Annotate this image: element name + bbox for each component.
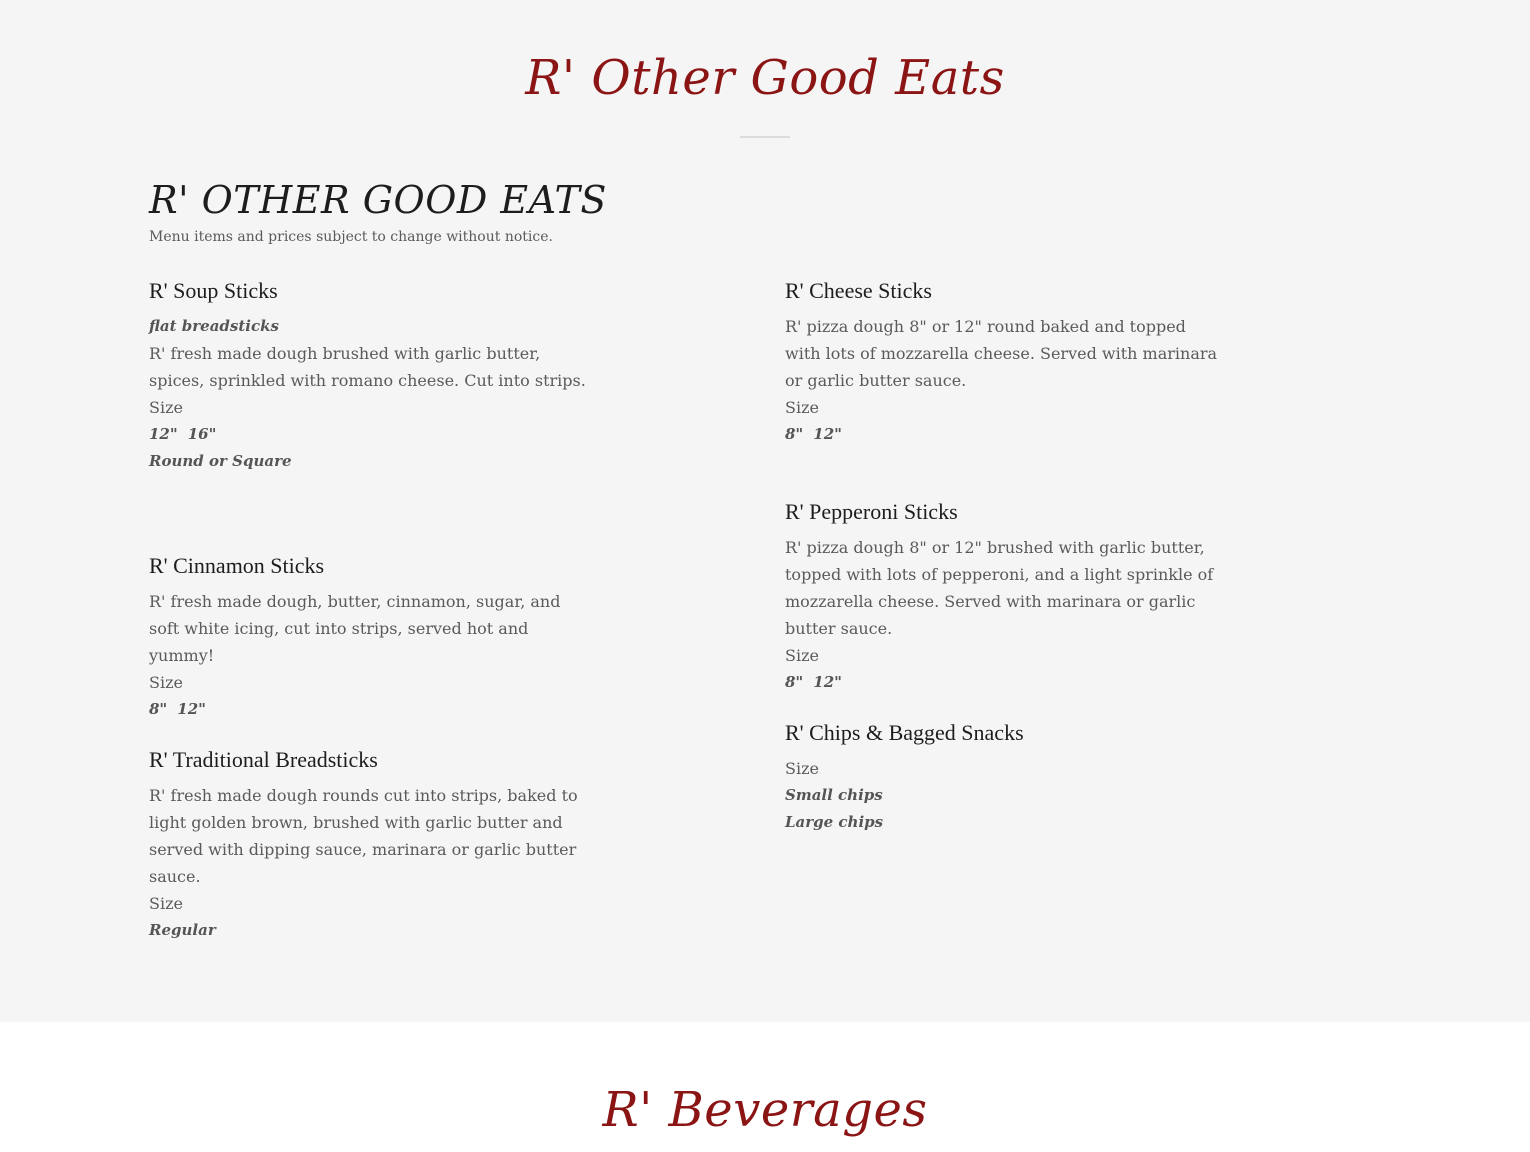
size-option: 8" bbox=[785, 425, 804, 443]
menu-item-cinnamon-sticks bbox=[149, 552, 589, 723]
size-option: 8" bbox=[149, 700, 168, 718]
menu-item-traditional-breadsticks bbox=[149, 746, 589, 944]
item-size-label: Size bbox=[785, 398, 819, 417]
size-option: 12" bbox=[813, 673, 842, 691]
menu-item-soup-sticks bbox=[149, 277, 589, 475]
item-description: R' pizza dough 8" or 12" brushed with garlic butter, topped with lots of pepperoni, and a light sprinkle of mozzarella cheese. Served with marinara or garlic butter sauce. bbox=[785, 538, 1214, 638]
item-description: R' fresh made dough rounds cut into strips, baked to light golden brown, brushed with garlic butter and served with dipping sauce, marinara or garlic butter sauce. bbox=[149, 786, 578, 886]
title-divider bbox=[740, 136, 790, 138]
item-subtitle: flat breadsticks bbox=[149, 317, 279, 335]
item-size-label: Size bbox=[149, 398, 183, 417]
item-size-label: Size bbox=[785, 759, 819, 778]
item-title: R' Chips & Bagged Snacks bbox=[785, 720, 1024, 745]
item-size-label: Size bbox=[149, 894, 183, 913]
item-title: R' Traditional Breadsticks bbox=[149, 747, 378, 772]
item-description: R' fresh made dough, butter, cinnamon, sugar, and soft white icing, cut into strips, served hot and yummy! bbox=[149, 592, 561, 665]
menu-heading: R' OTHER GOOD EATS bbox=[149, 178, 607, 222]
size-option-large: Large chips bbox=[785, 813, 884, 831]
size-option: Regular bbox=[149, 921, 216, 939]
item-sizes bbox=[785, 669, 1225, 696]
item-sizes bbox=[149, 421, 589, 448]
size-option: 12" bbox=[177, 700, 206, 718]
item-sizes bbox=[149, 696, 589, 723]
size-option: 16" bbox=[187, 425, 217, 443]
item-title: R' Soup Sticks bbox=[149, 278, 278, 303]
size-option-small: Small chips bbox=[785, 786, 883, 804]
item-sizes bbox=[785, 421, 1225, 448]
section-title: R' Other Good Eats bbox=[525, 50, 1005, 106]
menu-note: Menu items and prices subject to change without notice. bbox=[149, 229, 553, 245]
item-size-label: Size bbox=[785, 646, 819, 665]
beverages-title: R' Beverages bbox=[602, 1082, 928, 1138]
menu-item-cheese-sticks bbox=[785, 277, 1225, 448]
size-option: 8" bbox=[785, 673, 804, 691]
size-option: 12" bbox=[149, 425, 178, 443]
menu-item-chips-snacks bbox=[785, 719, 1225, 836]
item-shape-option: Round or Square bbox=[149, 452, 292, 470]
item-description: R' pizza dough 8" or 12" round baked and topped with lots of mozzarella cheese. Served with marinara or garlic butter sauce. bbox=[785, 317, 1218, 390]
item-title: R' Cinnamon Sticks bbox=[149, 553, 325, 578]
item-size-label: Size bbox=[149, 673, 183, 692]
size-option: 12" bbox=[813, 425, 842, 443]
item-title: R' Cheese Sticks bbox=[785, 278, 932, 303]
item-sizes bbox=[149, 917, 589, 944]
item-description: R' fresh made dough brushed with garlic butter, spices, sprinkled with romano cheese. Cut into strips. bbox=[149, 344, 586, 390]
item-title: R' Pepperoni Sticks bbox=[785, 499, 958, 524]
menu-item-pepperoni-sticks bbox=[785, 498, 1225, 696]
